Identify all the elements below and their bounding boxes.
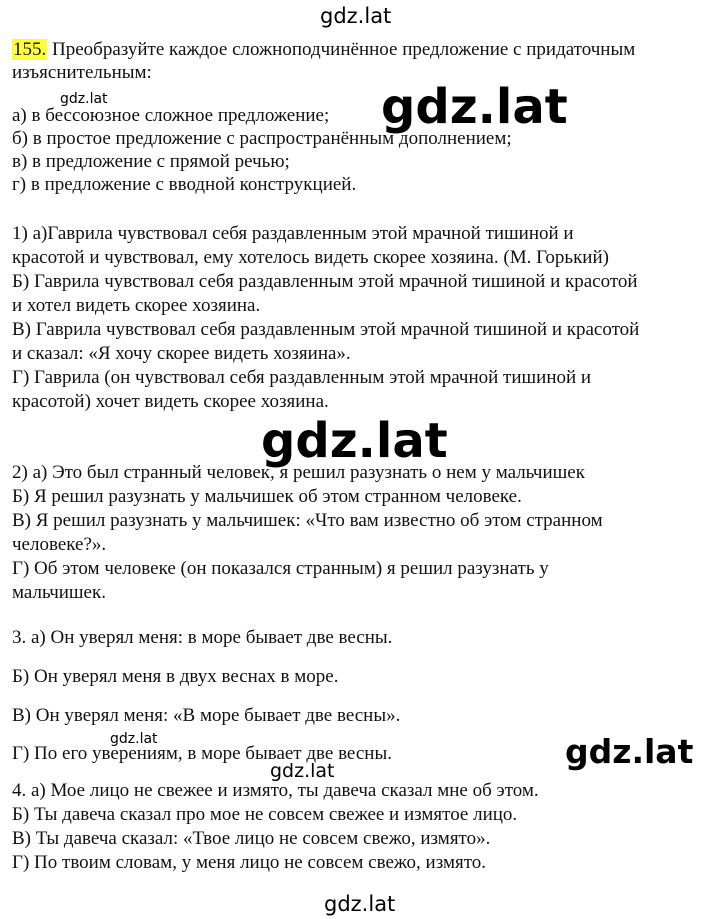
- answer-2d-line-1: Г) Об этом человеке (он показался странным) я решил разузнать у: [12, 558, 549, 579]
- answer-1b-line-2: и хотел видеть скорее хозяина.: [12, 295, 261, 316]
- watermark-right: gdz.lat: [565, 732, 694, 771]
- answer-1a-line-1: 1) а)Гаврила чувствовал себя раздавленным этой мрачной тишиной и: [12, 223, 574, 244]
- watermark-top: gdz.lat: [320, 4, 392, 28]
- answer-4a: 4. а) Мое лицо не свежее и измято, ты давеча сказал мне об этом.: [12, 780, 539, 801]
- answer-4c: В) Ты давеча сказал: «Твое лицо не совсем свежо, измято».: [12, 828, 491, 849]
- watermark-small-1: gdz.lat: [60, 91, 108, 107]
- answer-4b: Б) Ты давеча сказал про мое не совсем свежее и измятое лицо.: [12, 804, 518, 825]
- task-title-line-2: изъяснительным:: [12, 62, 152, 83]
- answer-3c: В) Он уверял меня: «В море бывает две весны».: [12, 705, 401, 726]
- answer-2a: 2) а) Это был странный человек, я решил разузнать о нем у мальчишек: [12, 462, 585, 483]
- answer-3d: Г) По его уверениям, в море бывает две весны.: [12, 743, 392, 764]
- answer-1d-line-2: красотой) хочет видеть скорее хозяина.: [12, 391, 329, 412]
- task-title-text: Преобразуйте каждое сложноподчинённое предложение с придаточным: [47, 39, 636, 60]
- answer-4d: Г) По твоим словам, у меня лицо не совсем свежо, измято.: [12, 852, 487, 873]
- task-item-c: в) в предложение с прямой речью;: [12, 151, 290, 172]
- task-item-d: г) в предложение с вводной конструкцией.: [12, 174, 357, 195]
- task-item-a: а) в бессоюзное сложное предложение;: [12, 105, 330, 126]
- watermark-big-2: gdz.lat: [261, 413, 448, 469]
- task-title-line-1: [12, 39, 635, 61]
- answer-1c-line-1: В) Гаврила чувствовал себя раздавленным этой мрачной тишиной и красотой: [12, 319, 640, 340]
- task-item-b: б) в простое предложение с распространённым дополнением;: [12, 128, 512, 149]
- watermark-small-3: gdz.lat: [270, 760, 335, 782]
- answer-2c-line-1: В) Я решил разузнать у мальчишек: «Что вам известно об этом странном: [12, 510, 603, 531]
- answer-2b: Б) Я решил разузнать у мальчишек об этом странном человеке.: [12, 486, 522, 507]
- watermark-big-1: gdz.lat: [381, 79, 568, 135]
- watermark-small-2: gdz.lat: [110, 731, 158, 747]
- answer-3a: 3. а) Он уверял меня: в море бывает две весны.: [12, 627, 393, 648]
- answer-3b: Б) Он уверял меня в двух веснах в море.: [12, 666, 339, 687]
- task-number: 155.: [13, 39, 47, 60]
- answer-1d-line-1: Г) Гаврила (он чувствовал себя раздавленным этой мрачной тишиной и: [12, 367, 592, 388]
- answer-1a-line-2: красотой и чувствовал, ему хотелось видеть скорее хозяина. (М. Горький): [12, 247, 609, 268]
- answer-2d-line-2: мальчишек.: [12, 582, 106, 603]
- answer-1c-line-2: и сказал: «Я хочу скорее видеть хозяина».: [12, 343, 351, 364]
- answer-1b-line-1: Б) Гаврила чувствовал себя раздавленным этой мрачной тишиной и красотой: [12, 271, 638, 292]
- watermark-bottom: gdz.lat: [324, 892, 396, 916]
- answer-2c-line-2: человеке?».: [12, 534, 107, 555]
